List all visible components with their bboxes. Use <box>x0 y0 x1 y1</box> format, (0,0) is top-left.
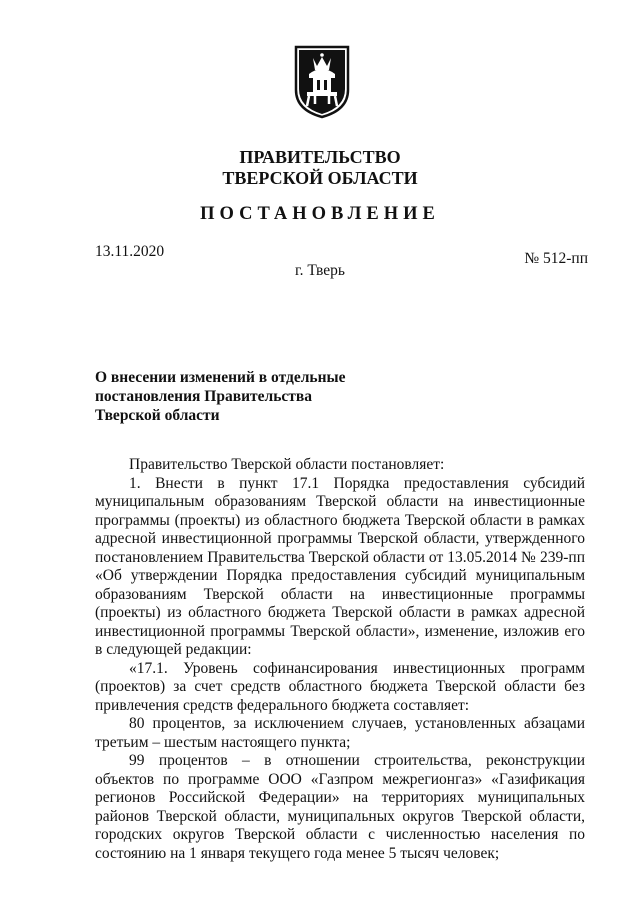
body-paragraph: 1. Внести в пункт 17.1 Порядка предоставления субсидий муниципальным образованиям Тверской области на инвестиционные программы (проекты) из областного бюджета Тверской области в рамках адресной инвестиционной программы Тверской области, утвержденного постановлением Правительства Тверской области от 13.05.2014 № 239-пп «Об утверждении Порядка предоставления субсидий муниципальным образованиям Тверской области на инвестиционные программы (проекты) из областного бюджета Тверской области в рамках адресной инвестиционной программы Тверской области», изменение, изложив его в следующей редакции: <box>95 474 585 658</box>
document-type: ПОСТАНОВЛЕНИЕ <box>200 204 440 224</box>
org-name-line2: ТВЕРСКОЙ ОБЛАСТИ <box>222 168 418 188</box>
org-name-line1: ПРАВИТЕЛЬСТВО <box>239 147 401 167</box>
body-paragraph: 80 процентов, за исключением случаев, установленных абзацами третьим – шестым настоящего пункта; <box>95 715 585 751</box>
body-paragraph: 99 процентов – в отношении строительства, реконструкции объектов по программе ООО «Газпром межрегионгаз» «Газификация регионов Российской Федерации» на территориях муниципальных районов Тверской области, муниципальных округов Тверской области, городских округов Тверской области с численностью населения по состоянию на 1 января текущего года менее 5 тысяч человек; <box>95 752 585 862</box>
body-paragraph: «17.1. Уровень софинансирования инвестиционных программ (проектов) за счет средств областного бюджета Тверской области без привлечения средств федерального бюджета составляет: <box>95 659 585 714</box>
document-date: 13.11.2020 <box>95 243 165 260</box>
document-city: г. Тверь <box>295 262 345 279</box>
body-paragraph: Правительство Тверской области постановляет: <box>129 456 445 473</box>
document-subject <box>95 368 346 425</box>
document-body <box>95 456 585 863</box>
subject-line: О внесении изменений в отдельные <box>95 369 346 386</box>
document-number: № 512-пп <box>524 250 588 267</box>
subject-line: постановления Правительства <box>95 388 312 405</box>
subject-line: Тверской области <box>95 407 220 424</box>
tver-coat-of-arms-icon <box>293 44 351 120</box>
